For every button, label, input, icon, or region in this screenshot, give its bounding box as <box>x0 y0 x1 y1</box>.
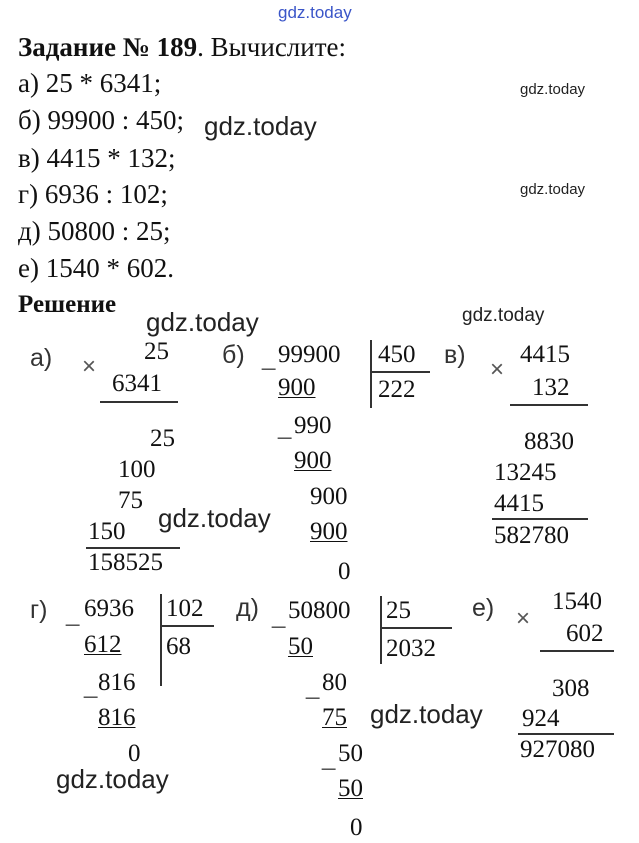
minus-sign: _ <box>278 413 292 440</box>
subtrahend: 816 <box>98 704 136 731</box>
subtrahend: 612 <box>84 631 122 658</box>
label-a: а) <box>30 344 53 372</box>
result-line <box>100 401 178 403</box>
division-bar <box>380 596 382 664</box>
quotient: 68 <box>166 633 191 660</box>
times-sign: × <box>516 605 531 632</box>
watermark: gdz.today <box>462 305 545 326</box>
minus-sign: _ <box>66 600 80 627</box>
subtrahend: 50 <box>288 633 313 660</box>
dividend: 50800 <box>288 597 351 624</box>
minus-sign: _ <box>322 744 336 771</box>
task-item: е) 1540 * 602. <box>18 253 174 283</box>
task-title: Задание № 189. Вычислите: <box>18 32 347 62</box>
factor: 4415 <box>520 341 570 368</box>
partial-product: 75 <box>118 487 143 514</box>
subtrahend: 900 <box>294 447 332 474</box>
task-item: в) 4415 * 132; <box>18 143 176 173</box>
quotient: 222 <box>378 376 416 403</box>
product-result: 582780 <box>494 522 569 549</box>
divisor: 102 <box>166 595 204 622</box>
divisor: 450 <box>378 341 416 368</box>
watermark-top: gdz.today <box>278 3 352 22</box>
final-remainder: 0 <box>350 814 363 841</box>
watermark: gdz.today <box>146 307 259 337</box>
dividend: 99900 <box>278 341 341 368</box>
factor: 6341 <box>112 370 162 397</box>
task-item: д) 50800 : 25; <box>18 216 171 246</box>
watermark: gdz.today <box>158 503 271 533</box>
label-g: г) <box>30 596 48 624</box>
partial-product: 924 <box>522 705 560 732</box>
subtrahend: 50 <box>338 775 363 802</box>
times-sign: × <box>490 356 505 383</box>
task-item: а) 25 * 6341; <box>18 68 162 98</box>
label-d: д) <box>236 594 259 622</box>
factor: 132 <box>532 374 570 401</box>
watermark: gdz.today <box>204 111 317 141</box>
watermark: gdz.today <box>520 81 586 98</box>
remainder: 80 <box>322 669 347 696</box>
minus-sign: _ <box>84 672 98 699</box>
factor: 25 <box>144 338 169 365</box>
minus-sign: _ <box>272 602 286 629</box>
task-item: г) 6936 : 102; <box>18 179 168 209</box>
label-v: в) <box>444 341 466 369</box>
result-line <box>510 404 588 406</box>
final-remainder: 0 <box>338 558 351 585</box>
divisor: 25 <box>386 597 411 624</box>
partial-product: 4415 <box>494 490 544 517</box>
division-bar <box>370 340 372 408</box>
solution-heading: Решение <box>18 291 117 318</box>
result-line <box>492 518 588 520</box>
label-e: е) <box>472 594 495 622</box>
divisor-line <box>370 371 430 373</box>
product-result: 158525 <box>88 549 163 576</box>
dividend: 6936 <box>84 595 134 622</box>
result-line <box>518 733 614 735</box>
partial-product: 8830 <box>524 428 574 455</box>
remainder: 816 <box>98 669 136 696</box>
times-sign: × <box>82 353 97 380</box>
final-remainder: 0 <box>128 740 141 767</box>
label-b: б) <box>222 341 245 369</box>
partial-product: 100 <box>118 456 156 483</box>
partial-product: 25 <box>150 425 175 452</box>
divisor-line <box>380 627 452 629</box>
subtrahend: 900 <box>310 518 348 545</box>
partial-product: 308 <box>552 675 590 702</box>
division-bar <box>160 594 162 686</box>
watermark: gdz.today <box>520 181 586 198</box>
quotient: 2032 <box>386 635 436 662</box>
subtrahend: 900 <box>278 374 316 401</box>
partial-product: 13245 <box>494 459 557 486</box>
result-line <box>540 650 614 652</box>
watermark: gdz.today <box>370 699 483 729</box>
task-item: б) 99900 : 450; <box>18 105 184 135</box>
remainder: 990 <box>294 412 332 439</box>
divisor-line <box>160 625 214 627</box>
subtrahend: 75 <box>322 704 347 731</box>
remainder: 50 <box>338 740 363 767</box>
minus-sign: _ <box>306 673 320 700</box>
factor: 602 <box>566 620 604 647</box>
watermark: gdz.today <box>56 764 169 794</box>
factor: 1540 <box>552 588 602 615</box>
partial-product: 150 <box>88 518 126 545</box>
remainder: 900 <box>310 483 348 510</box>
product-result: 927080 <box>520 736 595 763</box>
minus-sign: _ <box>262 344 276 371</box>
